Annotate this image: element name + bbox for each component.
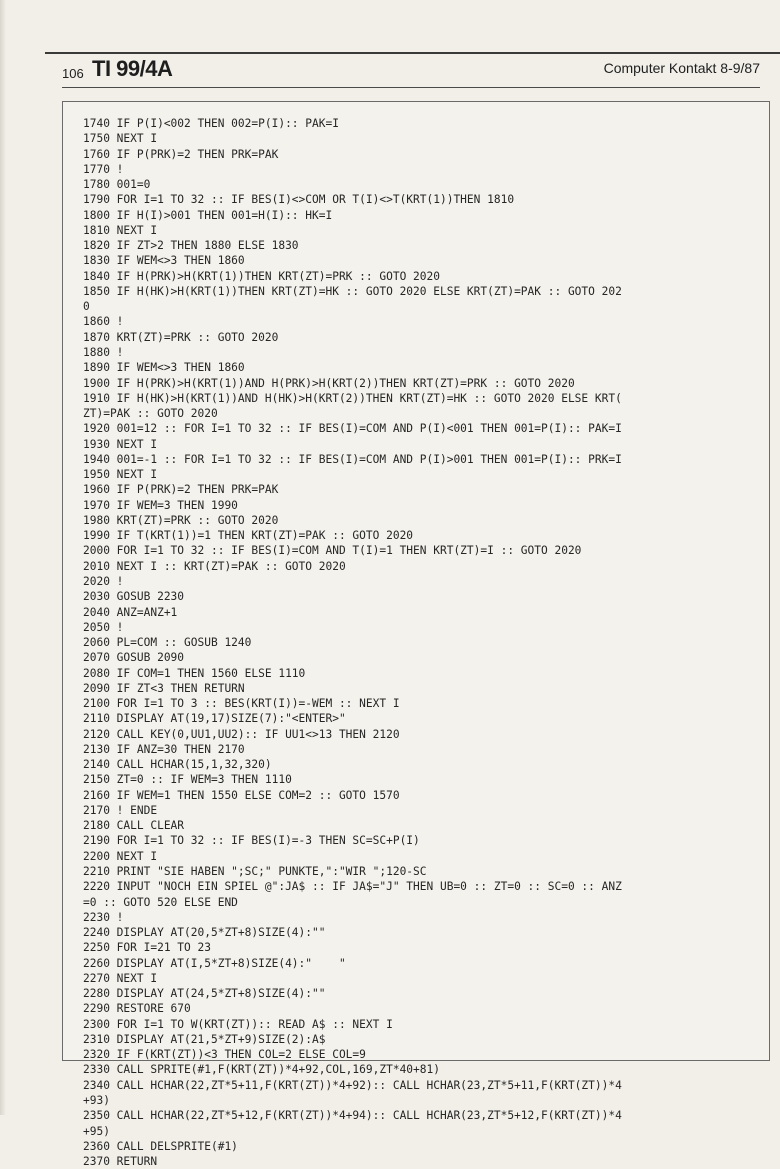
magazine-issue: Computer Kontakt 8-9/87 <box>603 60 760 76</box>
listing-line: 2060 PL=COM :: GOSUB 1240 <box>83 636 252 650</box>
listing-line: 1900 IF H(PRK)>H(KRT(1))AND H(PRK)>H(KRT(2))THEN KRT(ZT)=PRK :: GOTO 2020 <box>83 376 575 390</box>
listing-line: 1810 NEXT I <box>83 223 158 237</box>
listing-line: 2360 CALL DELSPRITE(#1) <box>83 1139 238 1153</box>
listing-line: 2260 DISPLAY AT(I,5*ZT+8)SIZE(4):" " <box>83 956 346 970</box>
machine-title: TI 99/4A <box>92 56 173 81</box>
listing-line: 2050 ! <box>83 620 124 634</box>
listing-line: 2320 IF F(KRT(ZT))<3 THEN COL=2 ELSE COL=9 <box>83 1048 366 1062</box>
header-rule <box>62 87 760 88</box>
listing-line: 2160 IF WEM=1 THEN 1550 ELSE COM=2 :: GOTO 1570 <box>83 788 400 802</box>
listing-line: 2150 ZT=0 :: IF WEM=3 THEN 1110 <box>83 773 292 787</box>
listing-line: 1950 NEXT I <box>83 468 158 482</box>
page-header <box>62 56 760 86</box>
top-rule <box>45 52 780 54</box>
listing-line: 2190 FOR I=1 TO 32 :: IF BES(I)=-3 THEN SC=SC+P(I) <box>83 834 420 848</box>
listing-line: 2310 DISPLAY AT(21,5*ZT+9)SIZE(2):A$ <box>83 1032 326 1046</box>
listing-line: 1940 001=-1 :: FOR I=1 TO 32 :: IF BES(I)=COM AND P(I)>001 THEN 001=P(I):: PRK=I <box>83 452 622 466</box>
listing-line: 2070 GOSUB 2090 <box>83 651 185 665</box>
listing-line: 0 <box>83 300 90 314</box>
listing-line: 1770 ! <box>83 162 124 176</box>
listing-line: 1990 IF T(KRT(1))=1 THEN KRT(ZT)=PAK :: GOTO 2020 <box>83 529 414 543</box>
listing-line: 1860 ! <box>83 315 124 329</box>
listing-line: 2040 ANZ=ANZ+1 <box>83 605 178 619</box>
listing-line: 2330 CALL SPRITE(#1,F(KRT(ZT))*4+92,COL,169,ZT*40+81) <box>83 1063 440 1077</box>
listing-line: 1750 NEXT I <box>83 132 158 146</box>
listing-line: 1970 IF WEM=3 THEN 1990 <box>83 498 238 512</box>
listing-line: 1870 KRT(ZT)=PRK :: GOTO 2020 <box>83 330 279 344</box>
listing-line: 2250 FOR I=21 TO 23 <box>83 941 211 955</box>
listing-line: 1910 IF H(HK)>H(KRT(1))AND H(HK)>H(KRT(2))THEN KRT(ZT)=HK :: GOTO 2020 ELSE KRT( <box>83 391 622 405</box>
listing-line: 1980 KRT(ZT)=PRK :: GOTO 2020 <box>83 513 279 527</box>
program-listing-box <box>62 101 770 1169</box>
listing-line: 1840 IF H(PRK)>H(KRT(1))THEN KRT(ZT)=PRK :: GOTO 2020 <box>83 269 440 283</box>
listing-line: 1790 FOR I=1 TO 32 :: IF BES(I)<>COM OR T(I)<>T(KRT(1))THEN 1810 <box>83 193 515 207</box>
listing-line: 2120 CALL KEY(0,UU1,UU2):: IF UU1<>13 THEN 2120 <box>83 727 400 741</box>
listing-line: 1760 IF P(PRK)=2 THEN PRK=PAK <box>83 147 279 161</box>
listing-line: 2210 PRINT "SIE HABEN ";SC;" PUNKTE,":"WIR ";120-SC <box>83 865 427 879</box>
listing-line: ZT)=PAK :: GOTO 2020 <box>83 407 218 421</box>
listing-line: 2170 ! ENDE <box>83 803 158 817</box>
listing-line: 2350 CALL HCHAR(22,ZT*5+12,F(KRT(ZT))*4+94):: CALL HCHAR(23,ZT*5+12,F(KRT(ZT))*4 <box>83 1109 622 1123</box>
program-listing <box>83 116 763 1169</box>
scan-edge-shadow <box>0 0 6 1115</box>
listing-line: 2230 ! <box>83 910 124 924</box>
listing-line: 1830 IF WEM<>3 THEN 1860 <box>83 254 245 268</box>
listing-line: 2100 FOR I=1 TO 3 :: BES(KRT(I))=-WEM :: NEXT I <box>83 697 400 711</box>
listing-line: 2300 FOR I=1 TO W(KRT(ZT)):: READ A$ :: NEXT I <box>83 1017 393 1031</box>
listing-line: 1890 IF WEM<>3 THEN 1860 <box>83 361 245 375</box>
listing-line: 2220 INPUT "NOCH EIN SPIEL @":JA$ :: IF JA$="J" THEN UB=0 :: ZT=0 :: SC=0 :: ANZ <box>83 880 622 894</box>
listing-line: 2020 ! <box>83 574 124 588</box>
listing-line: 1960 IF P(PRK)=2 THEN PRK=PAK <box>83 483 279 497</box>
listing-line: 2090 IF ZT<3 THEN RETURN <box>83 681 245 695</box>
listing-line: 2030 GOSUB 2230 <box>83 590 185 604</box>
listing-line: +95) <box>83 1124 110 1138</box>
listing-line: 1930 NEXT I <box>83 437 158 451</box>
listing-line: 2270 NEXT I <box>83 971 158 985</box>
listing-line: 2240 DISPLAY AT(20,5*ZT+8)SIZE(4):"" <box>83 926 326 940</box>
listing-line: 2110 DISPLAY AT(19,17)SIZE(7):"<ENTER>" <box>83 712 346 726</box>
listing-line: 2340 CALL HCHAR(22,ZT*5+11,F(KRT(ZT))*4+92):: CALL HCHAR(23,ZT*5+11,F(KRT(ZT))*4 <box>83 1078 622 1092</box>
listing-line: 2290 RESTORE 670 <box>83 1002 191 1016</box>
listing-line: 1740 IF P(I)<002 THEN 002=P(I):: PAK=I <box>83 117 339 130</box>
listing-line: 2000 FOR I=1 TO 32 :: IF BES(I)=COM AND T(I)=1 THEN KRT(ZT)=I :: GOTO 2020 <box>83 544 582 558</box>
listing-line: 1820 IF ZT>2 THEN 1880 ELSE 1830 <box>83 239 299 253</box>
listing-line: 2200 NEXT I <box>83 849 158 863</box>
listing-line: 2180 CALL CLEAR <box>83 819 185 833</box>
listing-line: 1880 ! <box>83 345 124 359</box>
listing-line: 2010 NEXT I :: KRT(ZT)=PAK :: GOTO 2020 <box>83 559 346 573</box>
listing-line: +93) <box>83 1094 110 1107</box>
listing-line: 1800 IF H(I)>001 THEN 001=H(I):: HK=I <box>83 208 333 222</box>
page-number: 106 <box>62 66 84 81</box>
listing-line: 1920 001=12 :: FOR I=1 TO 32 :: IF BES(I)=COM AND P(I)<001 THEN 001=P(I):: PAK=I <box>83 422 622 436</box>
listing-line: 1850 IF H(HK)>H(KRT(1))THEN KRT(ZT)=HK :: GOTO 2020 ELSE KRT(ZT)=PAK :: GOTO 202 <box>83 284 622 298</box>
listing-line: 2130 IF ANZ=30 THEN 2170 <box>83 742 245 756</box>
listing-line: 2280 DISPLAY AT(24,5*ZT+8)SIZE(4):"" <box>83 987 326 1001</box>
listing-line: =0 :: GOTO 520 ELSE END <box>83 895 238 909</box>
listing-line: 1780 001=0 <box>83 178 151 192</box>
listing-line: 2370 RETURN <box>83 1155 158 1169</box>
listing-line: 2140 CALL HCHAR(15,1,32,320) <box>83 758 272 772</box>
listing-line: 2080 IF COM=1 THEN 1560 ELSE 1110 <box>83 666 306 680</box>
